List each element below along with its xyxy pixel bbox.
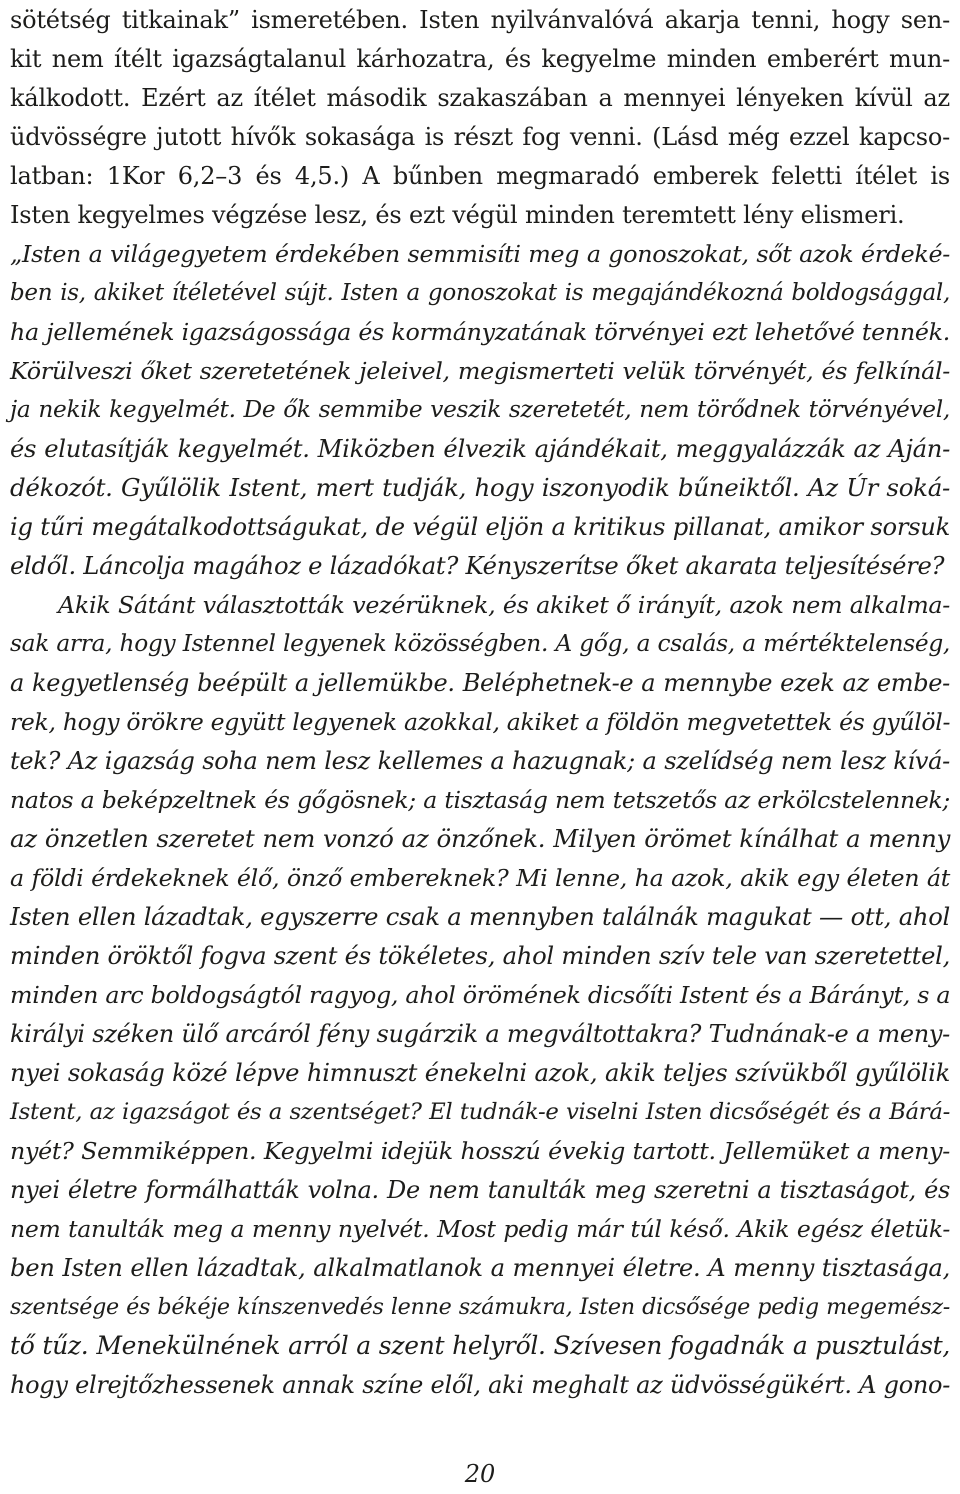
quote-line: ben is, akiket ítéletével sújt. Isten a gonoszokat is megajándékozná boldogsággal,	[10, 280, 950, 306]
quote-line: eldől. Láncolja magához e lázadókat? Kényszerítse őket akarata teljesítésére?	[10, 551, 945, 580]
page-number: 20	[464, 1460, 496, 1488]
quote-line: tő tűz. Menekülnének arról a szent helyről. Szívesen fogadnák a pusztulást,	[10, 1331, 950, 1360]
quote-line: az önzetlen szeretet nem vonzó az önzőnek. Milyen örömet kínálhat a menny	[10, 824, 950, 853]
quote-line: a földi érdekeknek élő, önző embereknek? Mi lenne, ha azok, akik egy életen át	[10, 864, 950, 892]
quote-line: Istent, az igazságot és a szentséget? El tudnák-e viselni Isten dicsőségét és a Bárá-	[10, 1099, 950, 1125]
quote-line: ben Isten ellen lázadtak, alkalmatlanok a mennyei életre. A menny tisztasága,	[10, 1253, 950, 1282]
quote-line: hogy elrejtőzhessenek annak színe elől, aki meghalt az üdvösségükért. A gono-	[10, 1371, 950, 1399]
quote-line: „Isten a világegyetem érdekében semmisíti meg a gonoszokat, sőt azok érdeké-	[10, 240, 950, 268]
quote-line: királyi széken ülő arcáról fény sugárzik a megváltottakra? Tudnának-e a meny-	[10, 1020, 950, 1048]
quote-line: nyei sokaság közé lépve himnuszt énekelni azok, akik teljes szívükből gyűlölik	[10, 1058, 950, 1087]
quote-line: nyét? Semmiképpen. Kegyelmi idejük hosszú évekig tartott. Jellemüket a meny-	[10, 1137, 950, 1165]
quote-line: szentsége és békéje kínszenvedés lenne számukra, Isten dicsősége pedig megemész-	[10, 1294, 950, 1320]
quote-line: ja nekik kegyelmét. De ők semmibe veszik szeretetét, nem törődnek törvényével,	[10, 396, 950, 423]
text-line: kit nem ítélt igazságtalanul kárhozatra, és kegyelme minden emberért mun-	[10, 45, 950, 73]
quote-line: dékozót. Gyűlölik Istent, mert tudják, hogy iszonyodik bűneiktől. Az Úr soká-	[10, 473, 950, 502]
text-line: kálkodott. Ezért az ítélet második szakaszában a mennyei lényeken kívül az	[10, 84, 950, 112]
quote-line: Akik Sátánt választották vezérüknek, és akiket ő irányít, azok nem alkalma-	[58, 591, 950, 619]
quote-line: nem tanulták meg a menny nyelvét. Most pedig már túl késő. Akik egész életük-	[10, 1215, 950, 1243]
quote-line: nyei életre formálhatták volna. De nem tanulták meg szeretni a tisztaságot, és	[10, 1176, 950, 1204]
quote-line: tek? Az igazság soha nem lesz kellemes a hazugnak; a szelídség nem lesz kívá-	[10, 747, 950, 775]
quote-line: Körülveszi őket szeretetének jeleivel, megismerteti velük törvényét, és felkínál-	[10, 357, 950, 385]
quote-line: a kegyetlenség beépült a jellemükbe. Beléphetnek-e a mennybe ezek az embe-	[10, 669, 950, 697]
quote-line: minden arc boldogságtól ragyog, ahol örömének dicsőíti Istent és a Bárányt, s a	[10, 981, 951, 1009]
text-line: Isten kegyelmes végzése lesz, és ezt végül minden teremtett lény elismeri.	[10, 201, 905, 229]
quote-line: Isten ellen lázadtak, egyszerre csak a mennyben találnák magukat — ott, ahol	[10, 902, 950, 931]
quote-line: ig tűri megátalkodottságukat, de végül eljön a kritikus pillanat, amikor sorsuk	[10, 512, 950, 541]
text-line: üdvösségre jutott hívők sokasága is részt fog venni. (Lásd még ezzel kapcso-	[10, 123, 950, 151]
quote-line: rek, hogy örökre együtt legyenek azokkal, akiket a földön megvetettek és gyűlöl-	[10, 708, 951, 736]
quote-line: natos a beképzeltnek és gőgösnek; a tisztaság nem tetszetős az erkölcstelennek;	[10, 786, 950, 814]
quote-line: minden öröktől fogva szent és tökéletes, ahol minden szív tele van szeretettel,	[10, 941, 950, 970]
text-line: sötétség titkainak” ismeretében. Isten nyilvánvalóvá akarja tenni, hogy sen-	[10, 6, 950, 34]
quote-line: és elutasítják kegyelmét. Miközben élvezik ajándékait, meggyalázzák az Aján-	[10, 434, 950, 463]
quote-line: sak arra, hogy Istennel legyenek közösségben. A gőg, a csalás, a mértéktelenség,	[10, 630, 950, 657]
text-line: latban: 1Kor 6,2–3 és 4,5.) A bűnben megmaradó emberek feletti ítélet is	[10, 162, 950, 190]
quote-line: ha jellemének igazságossága és kormányzatának törvényei ezt lehetővé tennék.	[10, 318, 950, 346]
